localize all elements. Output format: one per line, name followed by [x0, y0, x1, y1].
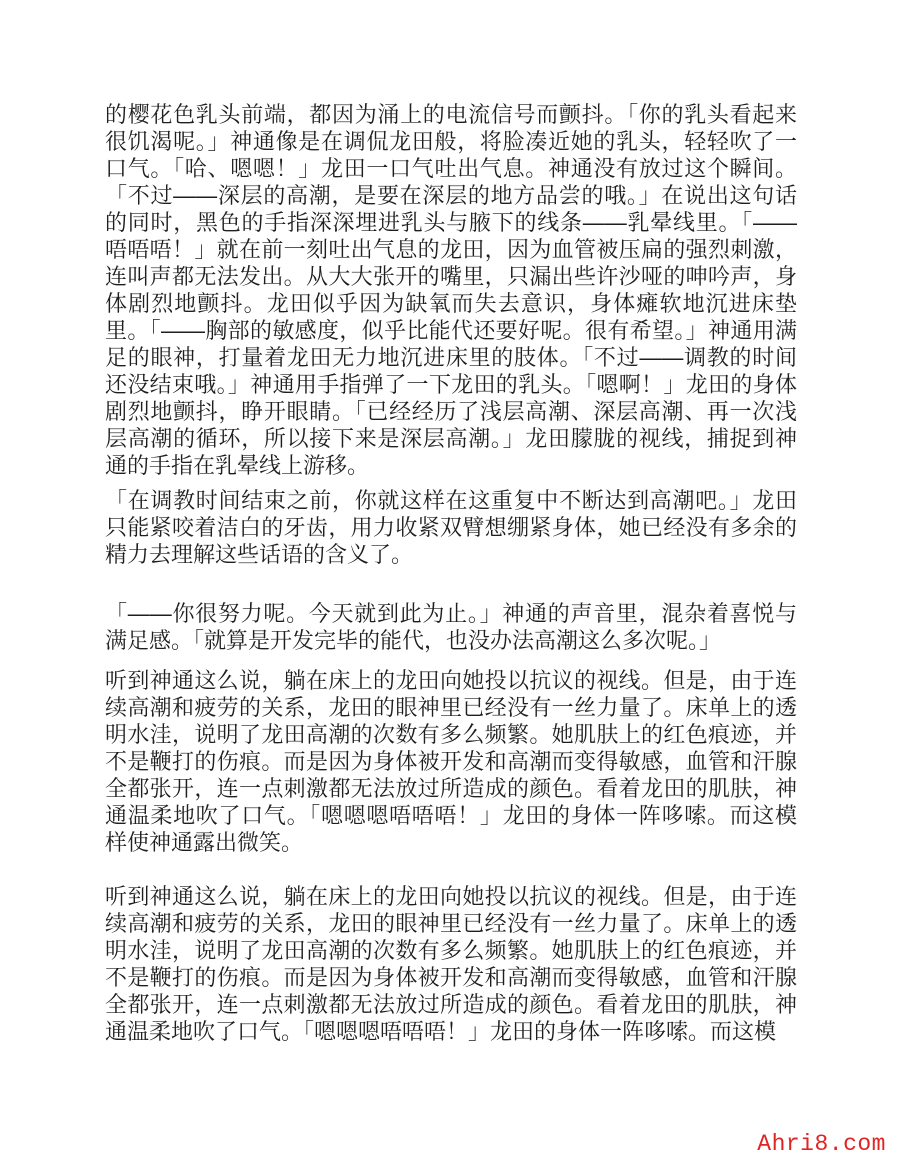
- text-content: [105, 101, 797, 1045]
- paragraph-2: 「在调教时间结束之前，你就这样在这重复中不断达到高潮吧。」龙田只能紧咬着洁白的牙齿，用力收紧双臂想绷紧身体，她已经没有多余的精力去理解这些话语的含义了。: [105, 488, 797, 567]
- paragraph-3: 「——你很努力呢。今天就到此为止。」神通的声音里，混杂着喜悦与满足感。「就算是开发完毕的能代，也没办法高潮这么多次呢。」: [105, 601, 797, 653]
- watermark-text: Ahri8.com: [757, 1131, 886, 1157]
- paragraph-4: 听到神通这么说，躺在床上的龙田向她投以抗议的视线。但是，由于连续高潮和疲劳的关系，龙田的眼神里已经没有一丝力量了。床单上的透明水洼，说明了龙田高潮的次数有多么频繁。她肌肤上的红色痕迹，并不是鞭打的伤痕。而是因为身体被开发和高潮而变得敏感，血管和汗腺全都张开，连一点刺激都无法放过所造成的颜色。看着龙田的肌肤，神通温柔地吹了口气。「嗯嗯嗯唔唔唔！」龙田的身体一阵哆嗦。而这模样使神通露出微笑。: [105, 668, 797, 855]
- paragraph-5: 听到神通这么说，躺在床上的龙田向她投以抗议的视线。但是，由于连续高潮和疲劳的关系，龙田的眼神里已经没有一丝力量了。床单上的透明水洼，说明了龙田高潮的次数有多么频繁。她肌肤上的红色痕迹，并不是鞭打的伤痕。而是因为身体被开发和高潮而变得敏感，血管和汗腺全都张开，连一点刺激都无法放过所造成的颜色。看着龙田的肌肤，神通温柔地吹了口气。「嗯嗯嗯唔唔唔！」龙田的身体一阵哆嗦。而这模: [105, 884, 797, 1044]
- paragraph-1: 的樱花色乳头前端，都因为涌上的电流信号而颤抖。「你的乳头看起来很饥渴呢。」神通像是在调侃龙田般，将脸凑近她的乳头，轻轻吹了一口气。「哈、嗯嗯！」龙田一口气吐出气息。神通没有放过这个瞬间。「不过——深层的高潮，是要在深层的地方品尝的哦。」在说出这句话的同时，黑色的手指深深埋进乳头与腋下的线条——乳晕线里。「——唔唔唔！」就在前一刻吐出气息的龙田，因为血管被压扁的强烈刺激，连叫声都无法发出。从大大张开的嘴里，只漏出些许沙哑的呻吟声，身体剧烈地颤抖。龙田似乎因为缺氧而失去意识，身体瘫软地沉进床垫里。「——胸部的敏感度，似乎比能代还要好呢。很有希望。」神通用满足的眼神，打量着龙田无力地沉进床里的肢体。「不过——调教的时间还没结束哦。」神通用手指弹了一下龙田的乳头。「嗯啊！」龙田的身体剧烈地颤抖，睁开眼睛。「已经经历了浅层高潮、深层高潮、再一次浅层高潮的循环，所以接下来是深层高潮。」龙田朦胧的视线，捕捉到神通的手指在乳晕线上游移。: [105, 102, 797, 478]
